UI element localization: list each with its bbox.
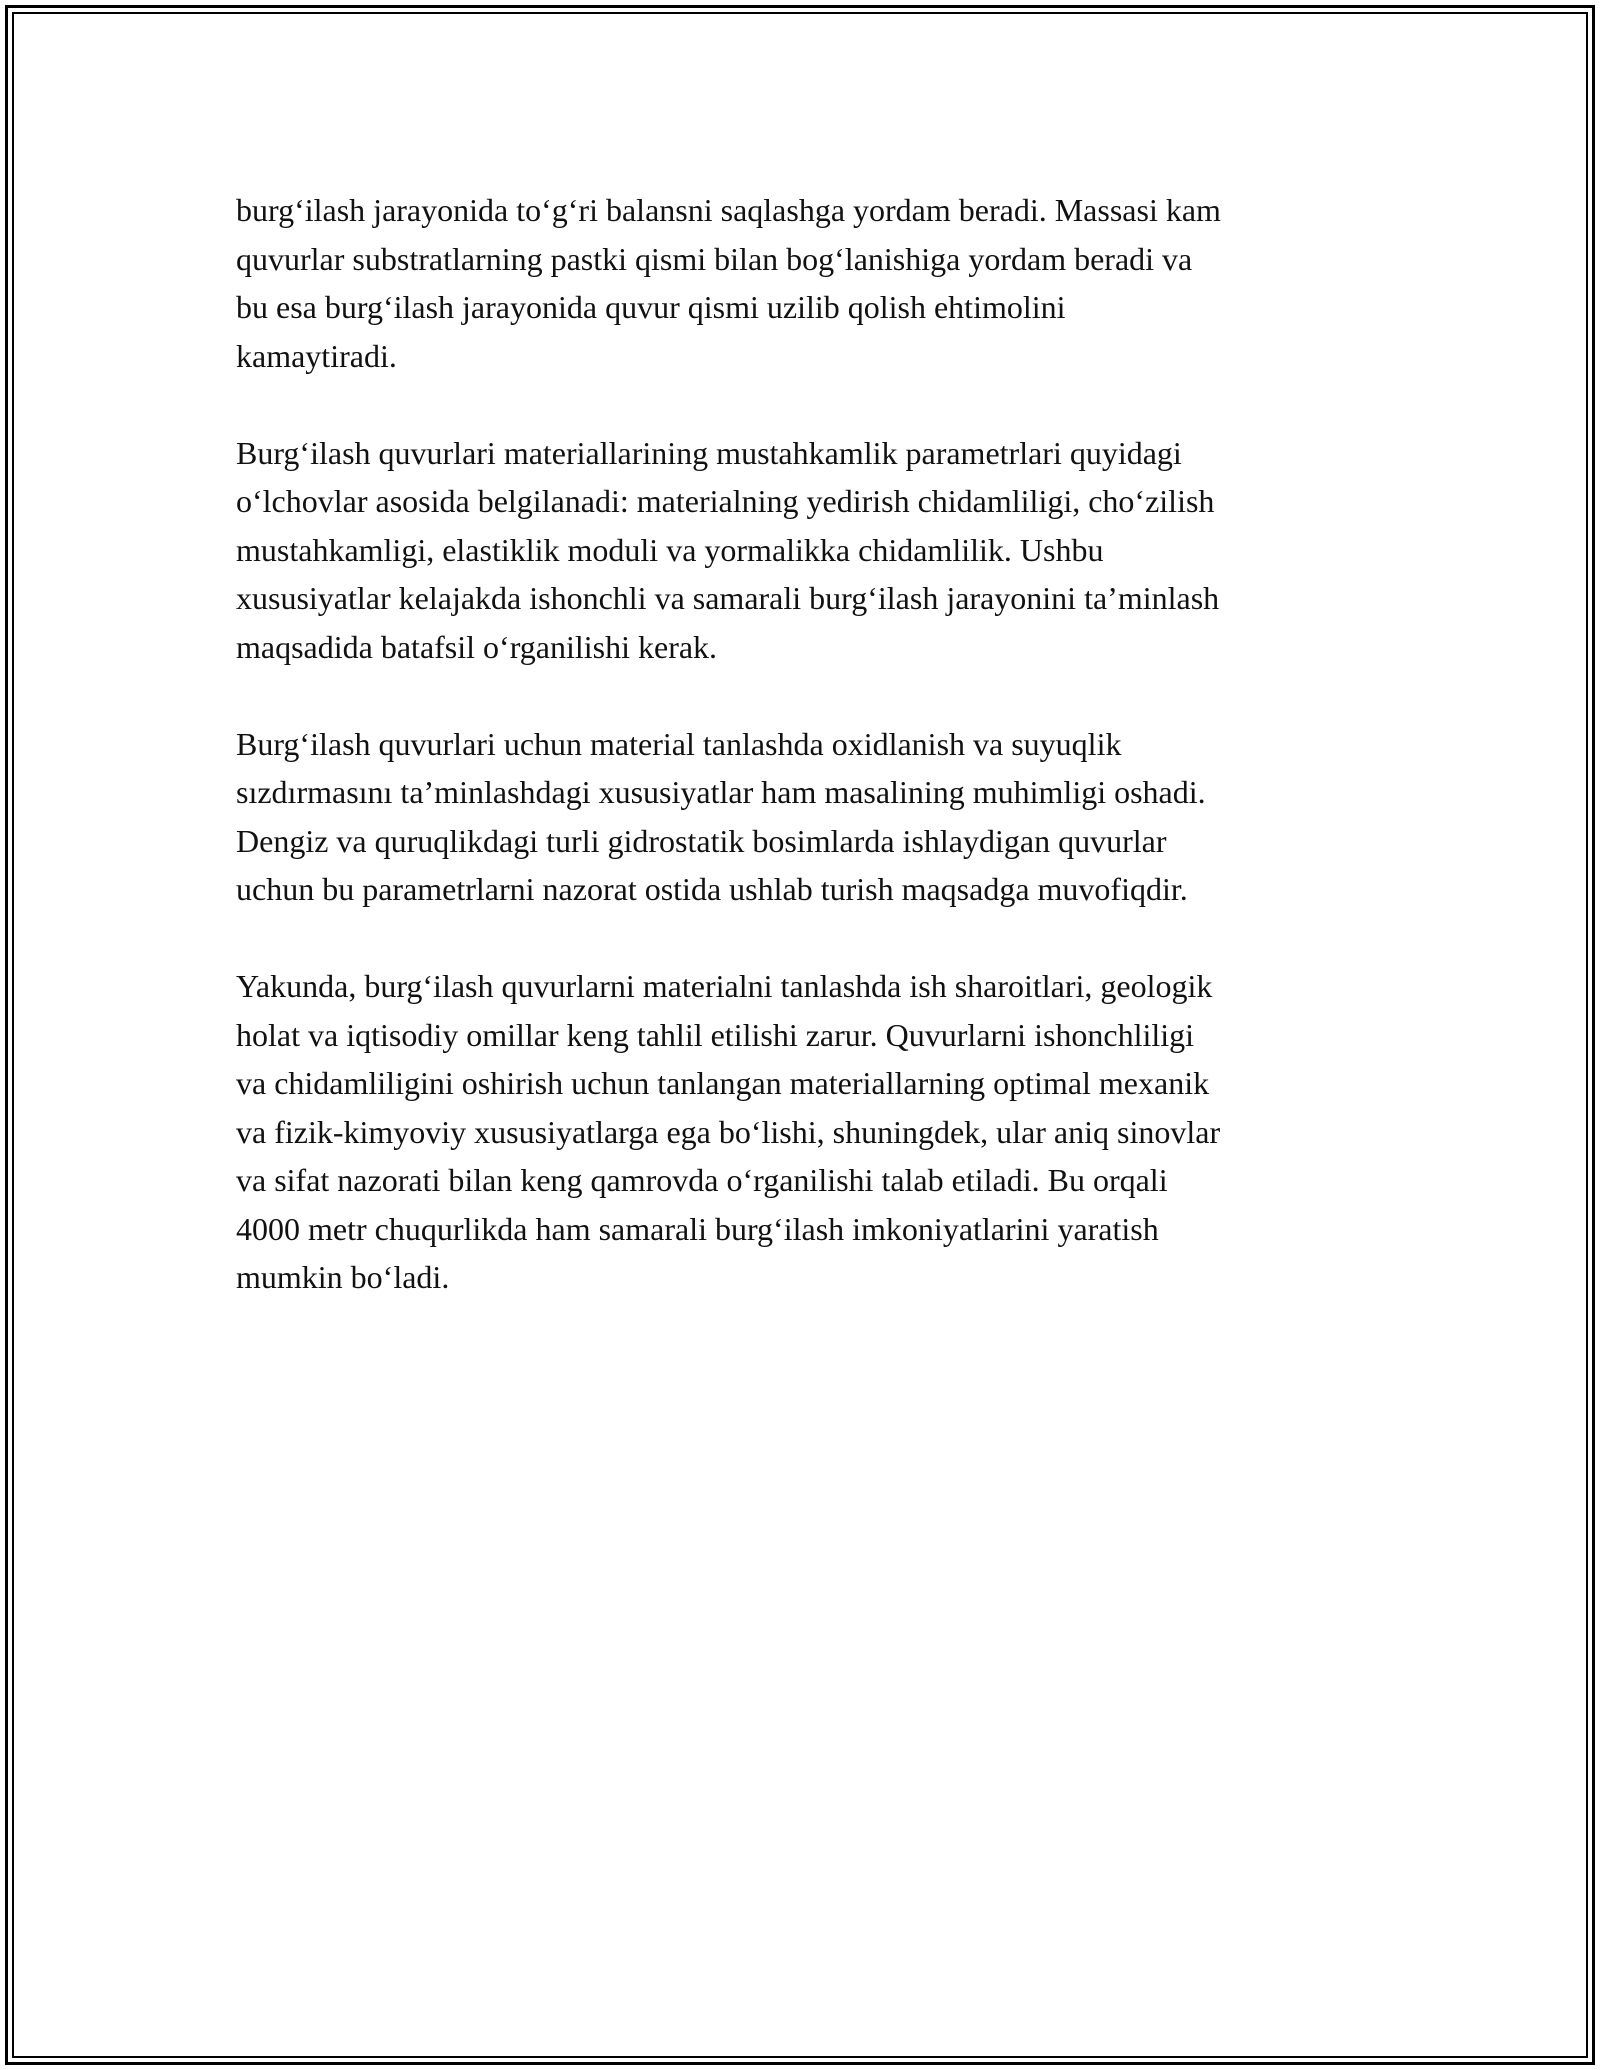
paragraph-3: Burg‘ilash quvurlari uchun material tanlashda oxidlanish va suyuqlik sızdırmasını ta’minlashdagi xususiyatlar ham masalining muhimligi oshadi. Dengiz va quruqlikdagi turli gidrostatik bosimlarda ishlaydigan quvurlar uchun bu parametrlarni nazorat ostida ushlab turish maqsadga muvofiqdir. xyxy=(236,725,1206,907)
paragraph-4: Yakunda, burg‘ilash quvurlarni materialni tanlashda ish sharoitlari, geologik holat va iqtisodiy omillar keng tahlil etilishi zarur. Quvurlarni ishonchliligi va chidamliligini oshirish uchun tanlangan materiallarning optimal mexanik va fizik-kimyoviy xususiyatlarga ega bo‘lishi, shuningdek, ular aniq sinovlar va sifat nazorati bilan keng qamrovda o‘rganilishi talab etiladi. Bu orqali 4000 metr chuqurlikda ham samarali burg‘ilash imkoniyatlarini yaratish mumkin bo‘ladi. xyxy=(236,968,1221,1295)
document-body xyxy=(236,186,1376,1350)
paragraph-2: Burg‘ilash quvurlari materiallarining mustahkamlik parametrlari quyidagi o‘lchovlar asosida belgilanadi: materialning yedirish chidamliligi, cho‘zilish mustahkamligi, elastiklik moduli va yormalikka chidamlilik. Ushbu xususiyatlar kelajakda ishonchli va samarali burg‘ilash jarayonini ta’minlash maqsadida batafsil o‘rganilishi kerak. xyxy=(236,434,1220,665)
paragraph-1: burg‘ilash jarayonida to‘g‘ri balansni saqlashga yordam beradi. Massasi kam quvurlar substratlarning pastki qismi bilan bog‘lanishiga yordam beradi va bu esa burg‘ilash jarayonida quvur qismi uzilib qolish ehtimolini kamaytiradi. xyxy=(236,192,1221,374)
